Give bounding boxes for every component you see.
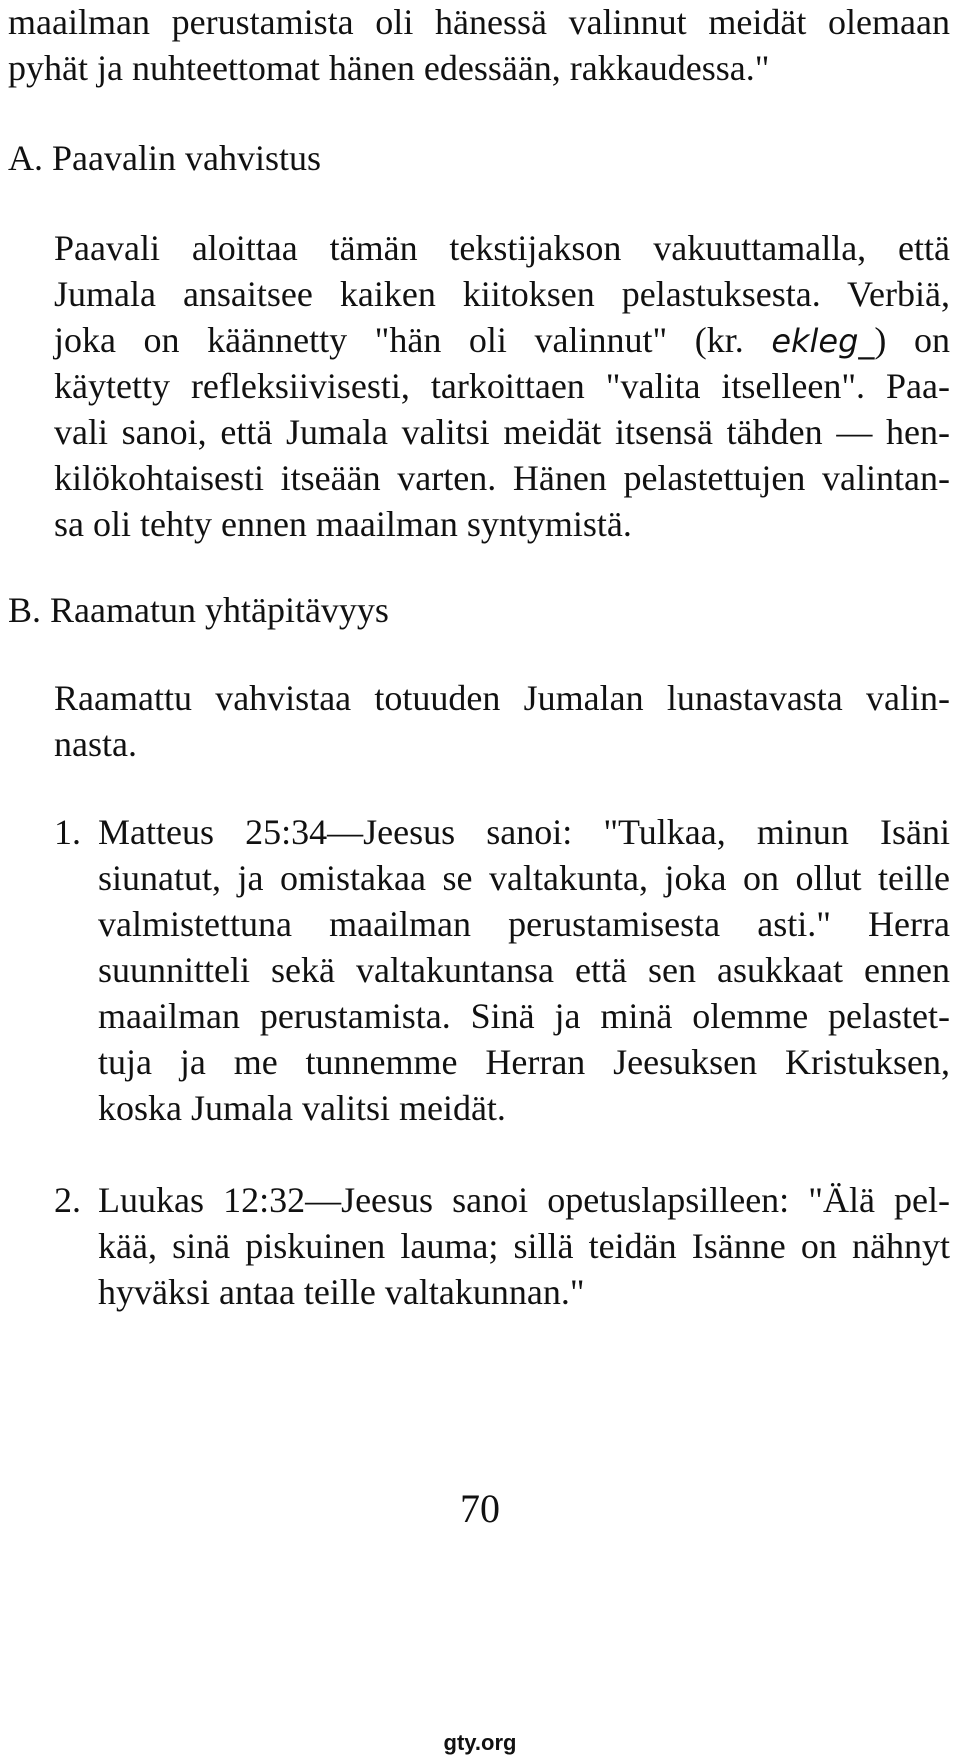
section-a-line-3-end: ) on xyxy=(874,320,950,360)
intro-line-1: maailman perustamista oli hänessä valinnut meidät olemaan xyxy=(8,2,950,42)
section-b-line-1: Raamattu vahvistaa totuuden Jumalan lunastavasta valin- xyxy=(54,678,950,718)
item-2-number: 2. xyxy=(54,1180,81,1220)
item-1-number: 1. xyxy=(54,812,81,852)
item-1-line-1: Matteus 25:34—Jeesus sanoi: "Tulkaa, minun Isäni xyxy=(98,812,950,852)
section-a-heading: A. Paavalin vahvistus xyxy=(8,138,321,178)
item-1-line-3: valmistettuna maailman perustamisesta asti." Herra xyxy=(98,904,950,944)
intro-line-2: pyhät ja nuhteettomat hänen edessään, rakkaudessa." xyxy=(8,48,770,88)
section-a-line-5: vali sanoi, että Jumala valitsi meidät itsensä tähden — hen- xyxy=(54,412,950,452)
section-a-line-3 xyxy=(54,318,950,363)
section-b-line-2: nasta. xyxy=(54,724,137,764)
item-1-line-2: siunatut, ja omistakaa se valtakunta, joka on ollut teille xyxy=(98,858,950,898)
item-1-line-5: maailman perustamista. Sinä ja minä olemme pelastet- xyxy=(98,996,950,1036)
item-1-line-6: tuja ja me tunnemme Herran Jeesuksen Kristuksen, xyxy=(98,1042,950,1082)
section-a-line-3-start: joka on käännetty "hän oli valinnut" (kr. xyxy=(54,320,744,360)
item-2-line-3: hyväksi antaa teille valtakunnan." xyxy=(98,1272,585,1312)
item-1-line-7: koska Jumala valitsi meidät. xyxy=(98,1088,506,1128)
section-b-heading: B. Raamatun yhtäpitävyys xyxy=(8,590,389,630)
item-2-line-2: kää, sinä piskuinen lauma; sillä teidän Isänne on nähnyt xyxy=(98,1226,950,1266)
section-a-line-4: käytetty refleksiivisesti, tarkoittaen "valita itselleen". Paa- xyxy=(54,366,950,406)
footer-source: gty.org xyxy=(443,1730,517,1755)
section-a-line-7: sa oli tehty ennen maailman syntymistä. xyxy=(54,504,632,544)
item-2-line-1: Luukas 12:32—Jeesus sanoi opetuslapsilleen: "Älä pel- xyxy=(98,1180,950,1220)
section-a-line-6: kilökohtaisesti itseään varten. Hänen pelastettujen valintan- xyxy=(54,458,950,498)
section-a-line-2: Jumala ansaitsee kaiken kiitoksen pelastuksesta. Verbiä, xyxy=(54,274,950,314)
item-1-line-4: suunnitteli sekä valtakuntansa että sen asukkaat ennen xyxy=(98,950,950,990)
section-a-line-1: Paavali aloittaa tämän tekstijakson vakuuttamalla, että xyxy=(54,228,950,268)
page-number: 70 xyxy=(460,1486,500,1531)
greek-term: ekleg_ xyxy=(771,322,875,360)
